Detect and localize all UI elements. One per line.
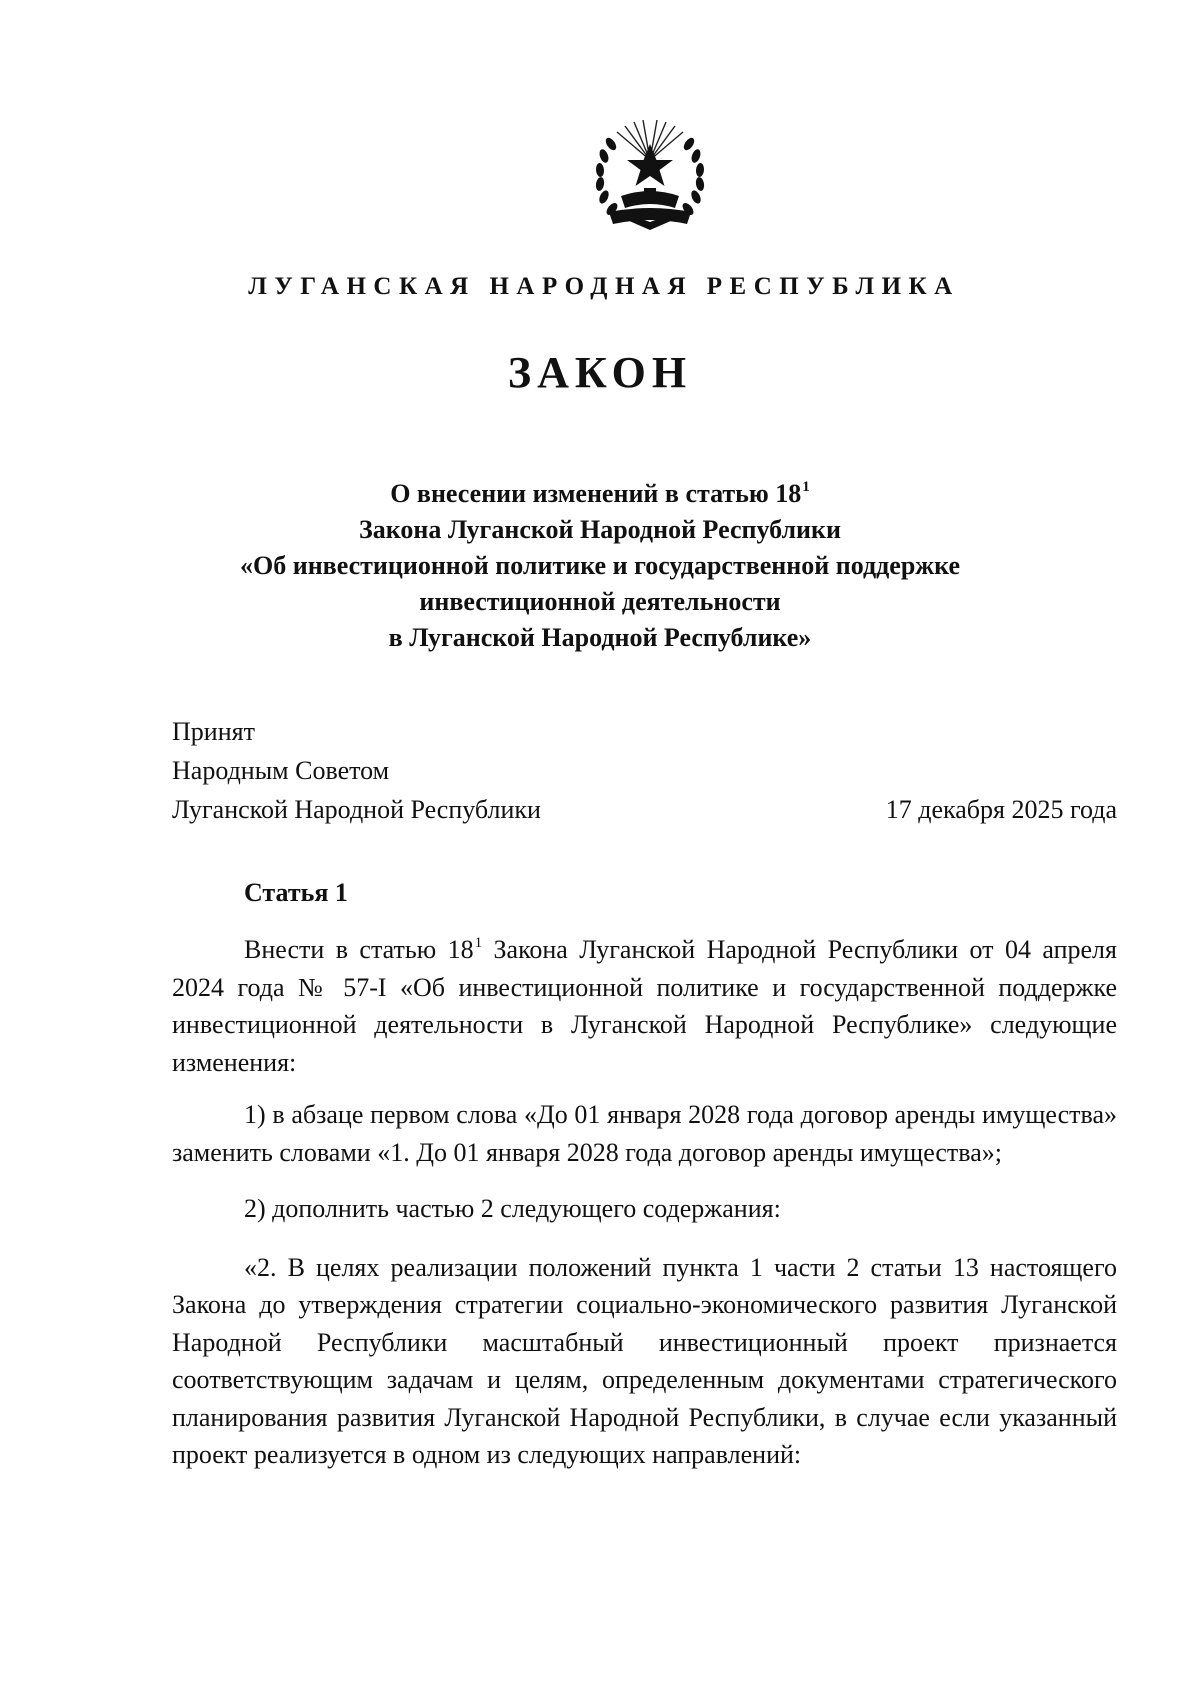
- article-paragraph-1-superscript: 1: [474, 935, 483, 951]
- law-title: [0, 476, 1200, 656]
- adoption-line-1: Принят: [172, 717, 255, 746]
- article-paragraph-1-start: Внести в статью 18: [244, 935, 474, 964]
- document-type-heading: ЗАКОН: [507, 348, 693, 397]
- article-paragraph-3: 2) дополнить частью 2 следующего содержания:: [244, 1194, 781, 1223]
- article-body: [172, 931, 1117, 1474]
- coat-of-arms-emblem: [587, 120, 713, 232]
- law-title-line-1-text: О внесении изменений в статью 18: [390, 479, 802, 508]
- adoption-line-3: Луганской Народной Республики: [172, 795, 541, 824]
- adoption-line-2: Народным Советом: [172, 756, 390, 785]
- adoption-date: 17 декабря 2025 года: [885, 795, 1117, 824]
- law-title-line-5: в Луганской Народной Республике»: [388, 623, 812, 652]
- law-title-line-3: «Об инвестиционной политике и государственной поддержке: [239, 551, 960, 580]
- law-title-line-4: инвестиционной деятельности: [419, 587, 781, 616]
- article-paragraph-4: «2. В целях реализации положений пункта 1 части 2 статьи 13 настоящего Закона до утверждения стратегии социально-экономического развития Луганской Народной Республики масштабный инвестиционный проект признается соответствующим задачам и целям, определенным документами стратегического планирования развития Луганской Народной Республики, в случае если указанный проект реализуется в одном из следующих направлений:: [172, 1252, 1117, 1469]
- republic-name: ЛУГАНСКАЯ НАРОДНАЯ РЕСПУБЛИКА: [248, 273, 960, 300]
- adoption-block: [172, 712, 541, 829]
- article-paragraph-1: [172, 931, 1117, 1081]
- article-heading: Статья 1: [244, 878, 348, 907]
- article-paragraph-1-end: Закона Луганской Народной Республики от 04 апреля 2024 года № 57-I «Об инвестиционной политике и государственной поддержке инвестиционной деятельности в Луганской Народной Республике» следующие изменения:: [172, 935, 1117, 1077]
- law-title-line-2: Закона Луганской Народной Республики: [358, 515, 841, 544]
- law-title-superscript: 1: [802, 479, 810, 495]
- law-title-line-1: [0, 476, 1200, 512]
- article-paragraph-2: 1) в абзаце первом слова «До 01 января 2028 года договор аренды имущества» заменить словами «1. До 01 января 2028 года договор аренды имущества»;: [172, 1100, 1117, 1167]
